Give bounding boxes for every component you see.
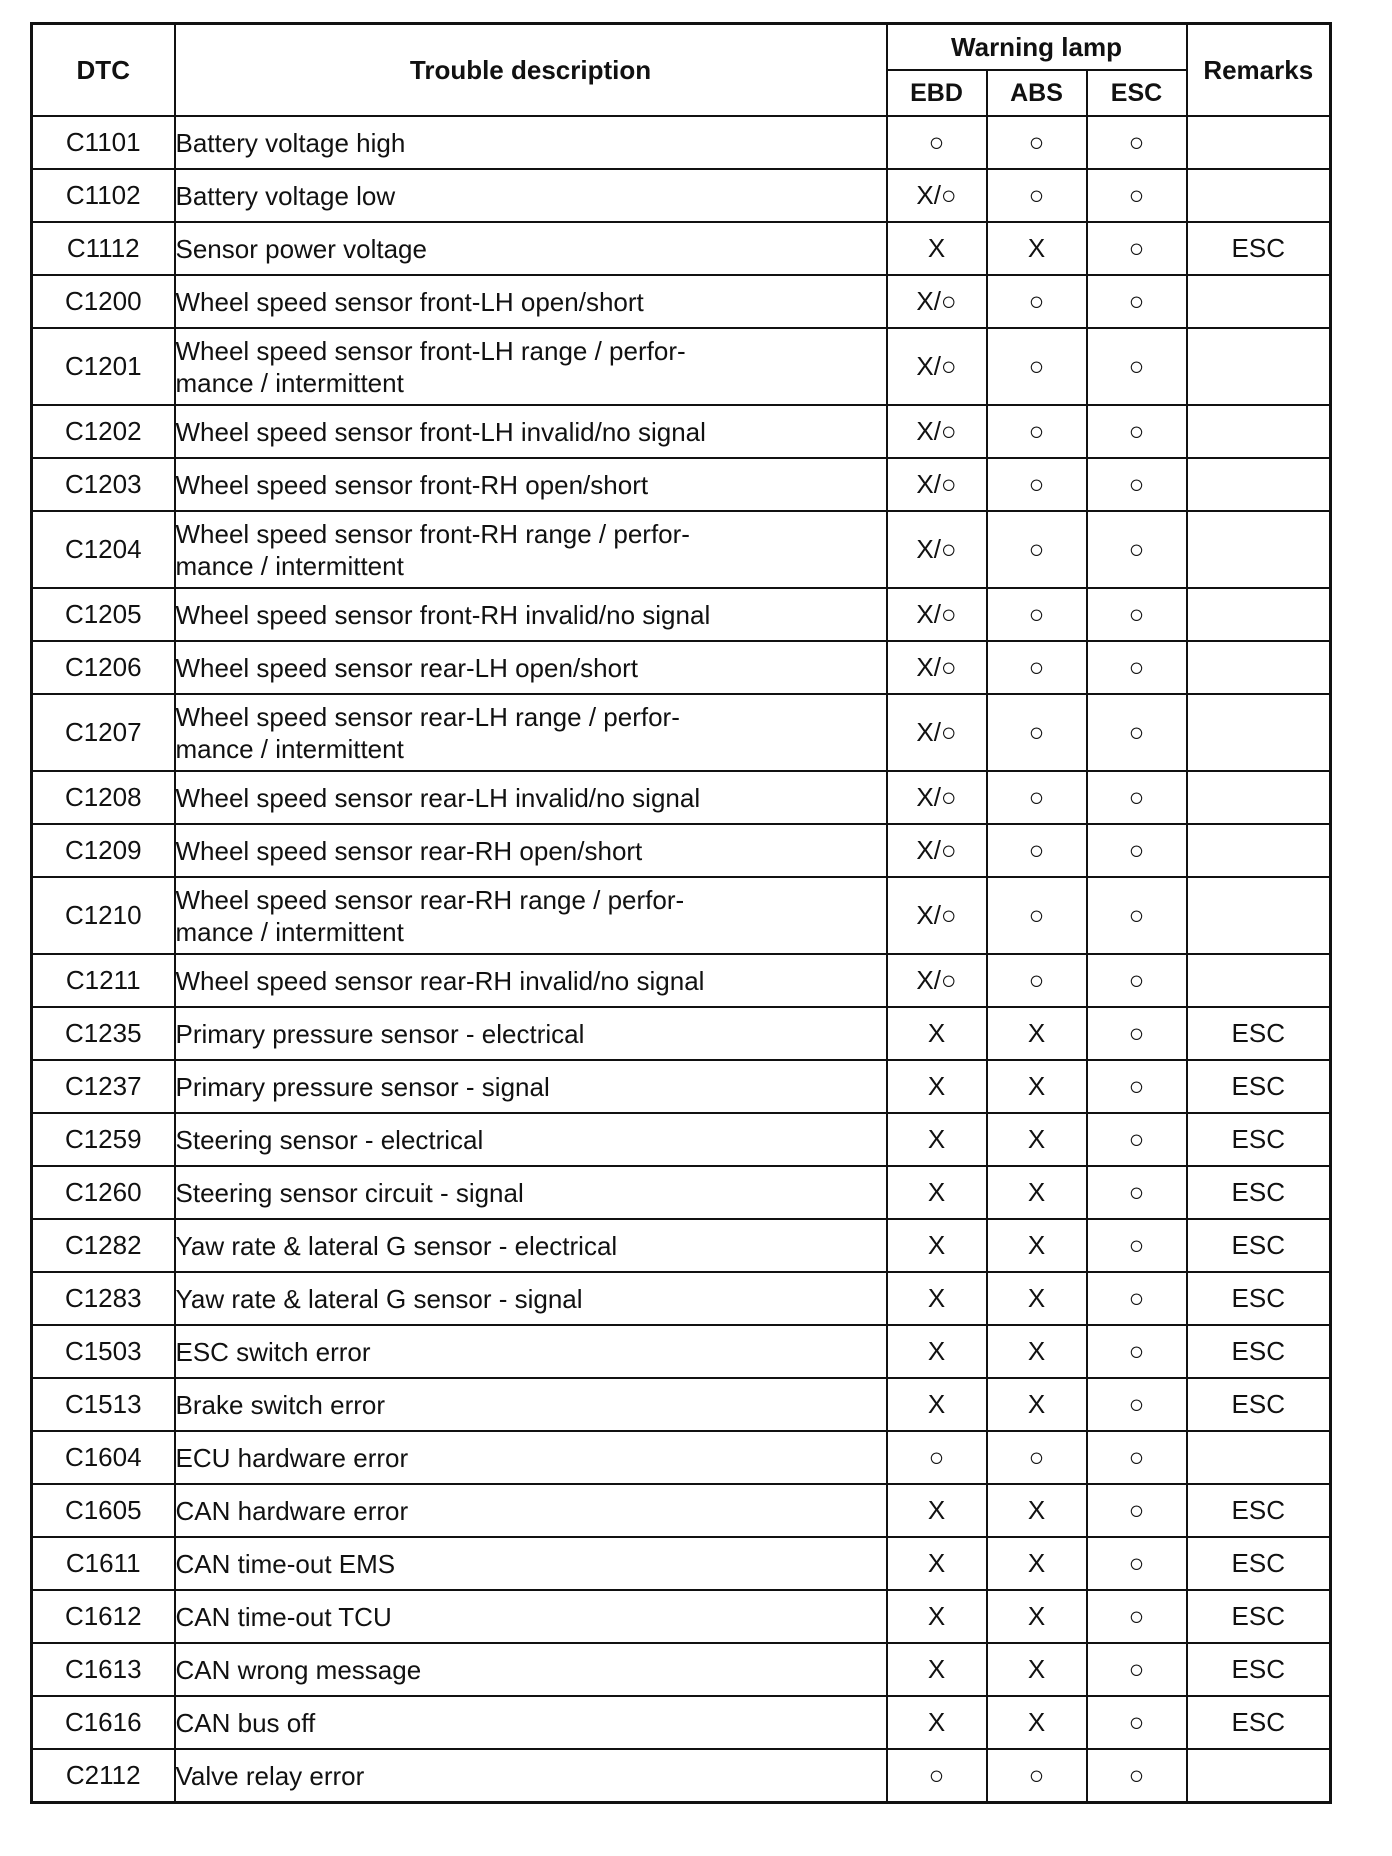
remarks [1187,405,1331,458]
dtc-code: C1200 [32,275,175,328]
remarks: ESC [1187,1378,1331,1431]
esc-lamp: ○ [1087,1696,1187,1749]
ebd-lamp: X/○ [887,588,987,641]
esc-lamp: ○ [1087,1325,1187,1378]
dtc-code: C1616 [32,1696,175,1749]
ebd-lamp: X [887,1484,987,1537]
abs-lamp: X [987,1166,1087,1219]
table-row [32,877,1331,954]
table-row [32,1749,1331,1803]
ebd-lamp: X [887,1325,987,1378]
dtc-code: C1612 [32,1590,175,1643]
esc-lamp: ○ [1087,405,1187,458]
trouble-description: Wheel speed sensor front-RH range / perfor- mance / intermittent [175,511,887,588]
table-row [32,1060,1331,1113]
remarks [1187,169,1331,222]
trouble-description: Battery voltage high [175,116,887,169]
ebd-lamp: X/○ [887,275,987,328]
table-row [32,1484,1331,1537]
dtc-code: C1207 [32,694,175,771]
table-row [32,1113,1331,1166]
ebd-lamp: X [887,1272,987,1325]
esc-lamp: ○ [1087,1643,1187,1696]
table-row [32,641,1331,694]
trouble-description: CAN bus off [175,1696,887,1749]
abs-lamp: X [987,1113,1087,1166]
remarks [1187,1431,1331,1484]
abs-lamp: ○ [987,641,1087,694]
remarks [1187,641,1331,694]
abs-lamp: X [987,1272,1087,1325]
trouble-description: CAN time-out TCU [175,1590,887,1643]
abs-lamp: ○ [987,405,1087,458]
esc-lamp: ○ [1087,1378,1187,1431]
abs-lamp: X [987,1537,1087,1590]
remarks [1187,275,1331,328]
trouble-description: CAN wrong message [175,1643,887,1696]
dtc-code: C1605 [32,1484,175,1537]
dtc-code: C1211 [32,954,175,1007]
esc-lamp: ○ [1087,641,1187,694]
table-row [32,1378,1331,1431]
trouble-description: Wheel speed sensor rear-RH open/short [175,824,887,877]
esc-lamp: ○ [1087,824,1187,877]
trouble-description: Steering sensor circuit - signal [175,1166,887,1219]
abs-lamp: X [987,1696,1087,1749]
remarks: ESC [1187,1484,1331,1537]
esc-lamp: ○ [1087,328,1187,405]
dtc-code: C1112 [32,222,175,275]
esc-lamp: ○ [1087,275,1187,328]
table-row [32,588,1331,641]
table-row [32,1643,1331,1696]
abs-lamp: ○ [987,824,1087,877]
ebd-lamp: X/○ [887,169,987,222]
ebd-lamp: X [887,1219,987,1272]
dtc-code: C1613 [32,1643,175,1696]
remarks [1187,954,1331,1007]
ebd-lamp: X [887,1113,987,1166]
remarks: ESC [1187,1060,1331,1113]
dtc-code: C1513 [32,1378,175,1431]
table-row [32,458,1331,511]
trouble-description: Wheel speed sensor rear-RH invalid/no signal [175,954,887,1007]
trouble-description: Valve relay error [175,1749,887,1803]
dtc-code: C1283 [32,1272,175,1325]
ebd-lamp: X/○ [887,458,987,511]
dtc-code: C1206 [32,641,175,694]
trouble-description: CAN hardware error [175,1484,887,1537]
table-row [32,1696,1331,1749]
ebd-lamp: ○ [887,1431,987,1484]
ebd-lamp: X [887,1166,987,1219]
header-row-top [32,24,1331,71]
remarks [1187,824,1331,877]
abs-lamp: X [987,222,1087,275]
table-row [32,405,1331,458]
dtc-code: C1260 [32,1166,175,1219]
abs-lamp: ○ [987,877,1087,954]
table-row [32,1590,1331,1643]
ebd-lamp: X/○ [887,824,987,877]
trouble-description: Wheel speed sensor rear-RH range / perfor- mance / intermittent [175,877,887,954]
esc-lamp: ○ [1087,1537,1187,1590]
esc-lamp: ○ [1087,954,1187,1007]
remarks: ESC [1187,1113,1331,1166]
dtc-table [30,22,1332,1804]
abs-lamp: ○ [987,458,1087,511]
esc-lamp: ○ [1087,588,1187,641]
ebd-lamp: X [887,1537,987,1590]
ebd-lamp: X/○ [887,877,987,954]
ebd-lamp: X/○ [887,641,987,694]
esc-lamp: ○ [1087,1007,1187,1060]
esc-lamp: ○ [1087,511,1187,588]
dtc-code: C1237 [32,1060,175,1113]
trouble-description: Wheel speed sensor rear-LH open/short [175,641,887,694]
trouble-description: Wheel speed sensor front-LH invalid/no signal [175,405,887,458]
trouble-description: Wheel speed sensor rear-LH range / perfor- mance / intermittent [175,694,887,771]
trouble-description: ESC switch error [175,1325,887,1378]
abs-lamp: ○ [987,1431,1087,1484]
abs-lamp: X [987,1325,1087,1378]
trouble-description: Wheel speed sensor front-LH open/short [175,275,887,328]
remarks [1187,458,1331,511]
ebd-lamp: X [887,1060,987,1113]
trouble-description: Battery voltage low [175,169,887,222]
esc-lamp: ○ [1087,1749,1187,1803]
esc-lamp: ○ [1087,1272,1187,1325]
dtc-code: C1259 [32,1113,175,1166]
header-ebd: EBD [887,70,987,116]
remarks [1187,1749,1331,1803]
remarks [1187,694,1331,771]
table-row [32,1219,1331,1272]
remarks [1187,771,1331,824]
ebd-lamp: X [887,1590,987,1643]
ebd-lamp: X/○ [887,694,987,771]
trouble-description: ECU hardware error [175,1431,887,1484]
header-description: Trouble description [175,24,887,117]
ebd-lamp: X [887,222,987,275]
remarks: ESC [1187,1537,1331,1590]
trouble-description: Steering sensor - electrical [175,1113,887,1166]
abs-lamp: ○ [987,511,1087,588]
dtc-code: C1235 [32,1007,175,1060]
esc-lamp: ○ [1087,1166,1187,1219]
dtc-code: C1204 [32,511,175,588]
remarks: ESC [1187,1166,1331,1219]
table-row [32,1431,1331,1484]
trouble-description: Primary pressure sensor - electrical [175,1007,887,1060]
dtc-table-container [30,22,1332,1804]
dtc-code: C1203 [32,458,175,511]
esc-lamp: ○ [1087,169,1187,222]
esc-lamp: ○ [1087,1060,1187,1113]
table-row [32,116,1331,169]
remarks [1187,511,1331,588]
table-row [32,954,1331,1007]
trouble-description: Wheel speed sensor front-RH open/short [175,458,887,511]
esc-lamp: ○ [1087,877,1187,954]
dtc-code: C1503 [32,1325,175,1378]
ebd-lamp: X/○ [887,771,987,824]
dtc-code: C1101 [32,116,175,169]
table-row [32,1007,1331,1060]
esc-lamp: ○ [1087,1590,1187,1643]
remarks: ESC [1187,222,1331,275]
dtc-code: C1210 [32,877,175,954]
trouble-description: CAN time-out EMS [175,1537,887,1590]
table-row [32,222,1331,275]
abs-lamp: ○ [987,694,1087,771]
dtc-code: C1282 [32,1219,175,1272]
header-abs: ABS [987,70,1087,116]
table-row [32,824,1331,877]
esc-lamp: ○ [1087,771,1187,824]
remarks [1187,588,1331,641]
table-row [32,328,1331,405]
table-row [32,1272,1331,1325]
remarks: ESC [1187,1007,1331,1060]
dtc-code: C2112 [32,1749,175,1803]
remarks: ESC [1187,1219,1331,1272]
header-esc: ESC [1087,70,1187,116]
trouble-description: Wheel speed sensor front-RH invalid/no signal [175,588,887,641]
ebd-lamp: ○ [887,1749,987,1803]
ebd-lamp: ○ [887,116,987,169]
abs-lamp: X [987,1219,1087,1272]
abs-lamp: X [987,1590,1087,1643]
abs-lamp: ○ [987,275,1087,328]
dtc-code: C1202 [32,405,175,458]
table-row [32,1325,1331,1378]
ebd-lamp: X [887,1643,987,1696]
dtc-code: C1208 [32,771,175,824]
ebd-lamp: X [887,1696,987,1749]
trouble-description: Brake switch error [175,1378,887,1431]
table-row [32,694,1331,771]
trouble-description: Wheel speed sensor front-LH range / perfor- mance / intermittent [175,328,887,405]
table-row [32,1537,1331,1590]
ebd-lamp: X/○ [887,511,987,588]
header-warning-lamp: Warning lamp [887,24,1187,71]
trouble-description: Yaw rate & lateral G sensor - electrical [175,1219,887,1272]
esc-lamp: ○ [1087,1431,1187,1484]
table-row [32,1166,1331,1219]
trouble-description: Yaw rate & lateral G sensor - signal [175,1272,887,1325]
remarks [1187,116,1331,169]
trouble-description: Primary pressure sensor - signal [175,1060,887,1113]
table-row [32,511,1331,588]
dtc-code: C1102 [32,169,175,222]
abs-lamp: X [987,1007,1087,1060]
trouble-description: Sensor power voltage [175,222,887,275]
abs-lamp: ○ [987,116,1087,169]
abs-lamp: ○ [987,771,1087,824]
abs-lamp: X [987,1378,1087,1431]
esc-lamp: ○ [1087,116,1187,169]
remarks: ESC [1187,1643,1331,1696]
abs-lamp: ○ [987,328,1087,405]
esc-lamp: ○ [1087,1484,1187,1537]
esc-lamp: ○ [1087,1219,1187,1272]
ebd-lamp: X/○ [887,405,987,458]
remarks: ESC [1187,1325,1331,1378]
table-row [32,169,1331,222]
abs-lamp: ○ [987,169,1087,222]
esc-lamp: ○ [1087,694,1187,771]
esc-lamp: ○ [1087,1113,1187,1166]
dtc-code: C1201 [32,328,175,405]
header-dtc: DTC [32,24,175,117]
esc-lamp: ○ [1087,222,1187,275]
ebd-lamp: X [887,1378,987,1431]
remarks [1187,877,1331,954]
remarks: ESC [1187,1590,1331,1643]
dtc-code: C1205 [32,588,175,641]
abs-lamp: ○ [987,588,1087,641]
dtc-code: C1604 [32,1431,175,1484]
remarks: ESC [1187,1272,1331,1325]
esc-lamp: ○ [1087,458,1187,511]
ebd-lamp: X/○ [887,328,987,405]
abs-lamp: X [987,1060,1087,1113]
header-remarks: Remarks [1187,24,1331,117]
dtc-code: C1209 [32,824,175,877]
trouble-description: Wheel speed sensor rear-LH invalid/no signal [175,771,887,824]
abs-lamp: ○ [987,1749,1087,1803]
table-row [32,771,1331,824]
abs-lamp: X [987,1643,1087,1696]
remarks [1187,328,1331,405]
dtc-code: C1611 [32,1537,175,1590]
abs-lamp: X [987,1484,1087,1537]
remarks: ESC [1187,1696,1331,1749]
abs-lamp: ○ [987,954,1087,1007]
ebd-lamp: X/○ [887,954,987,1007]
ebd-lamp: X [887,1007,987,1060]
table-row [32,275,1331,328]
